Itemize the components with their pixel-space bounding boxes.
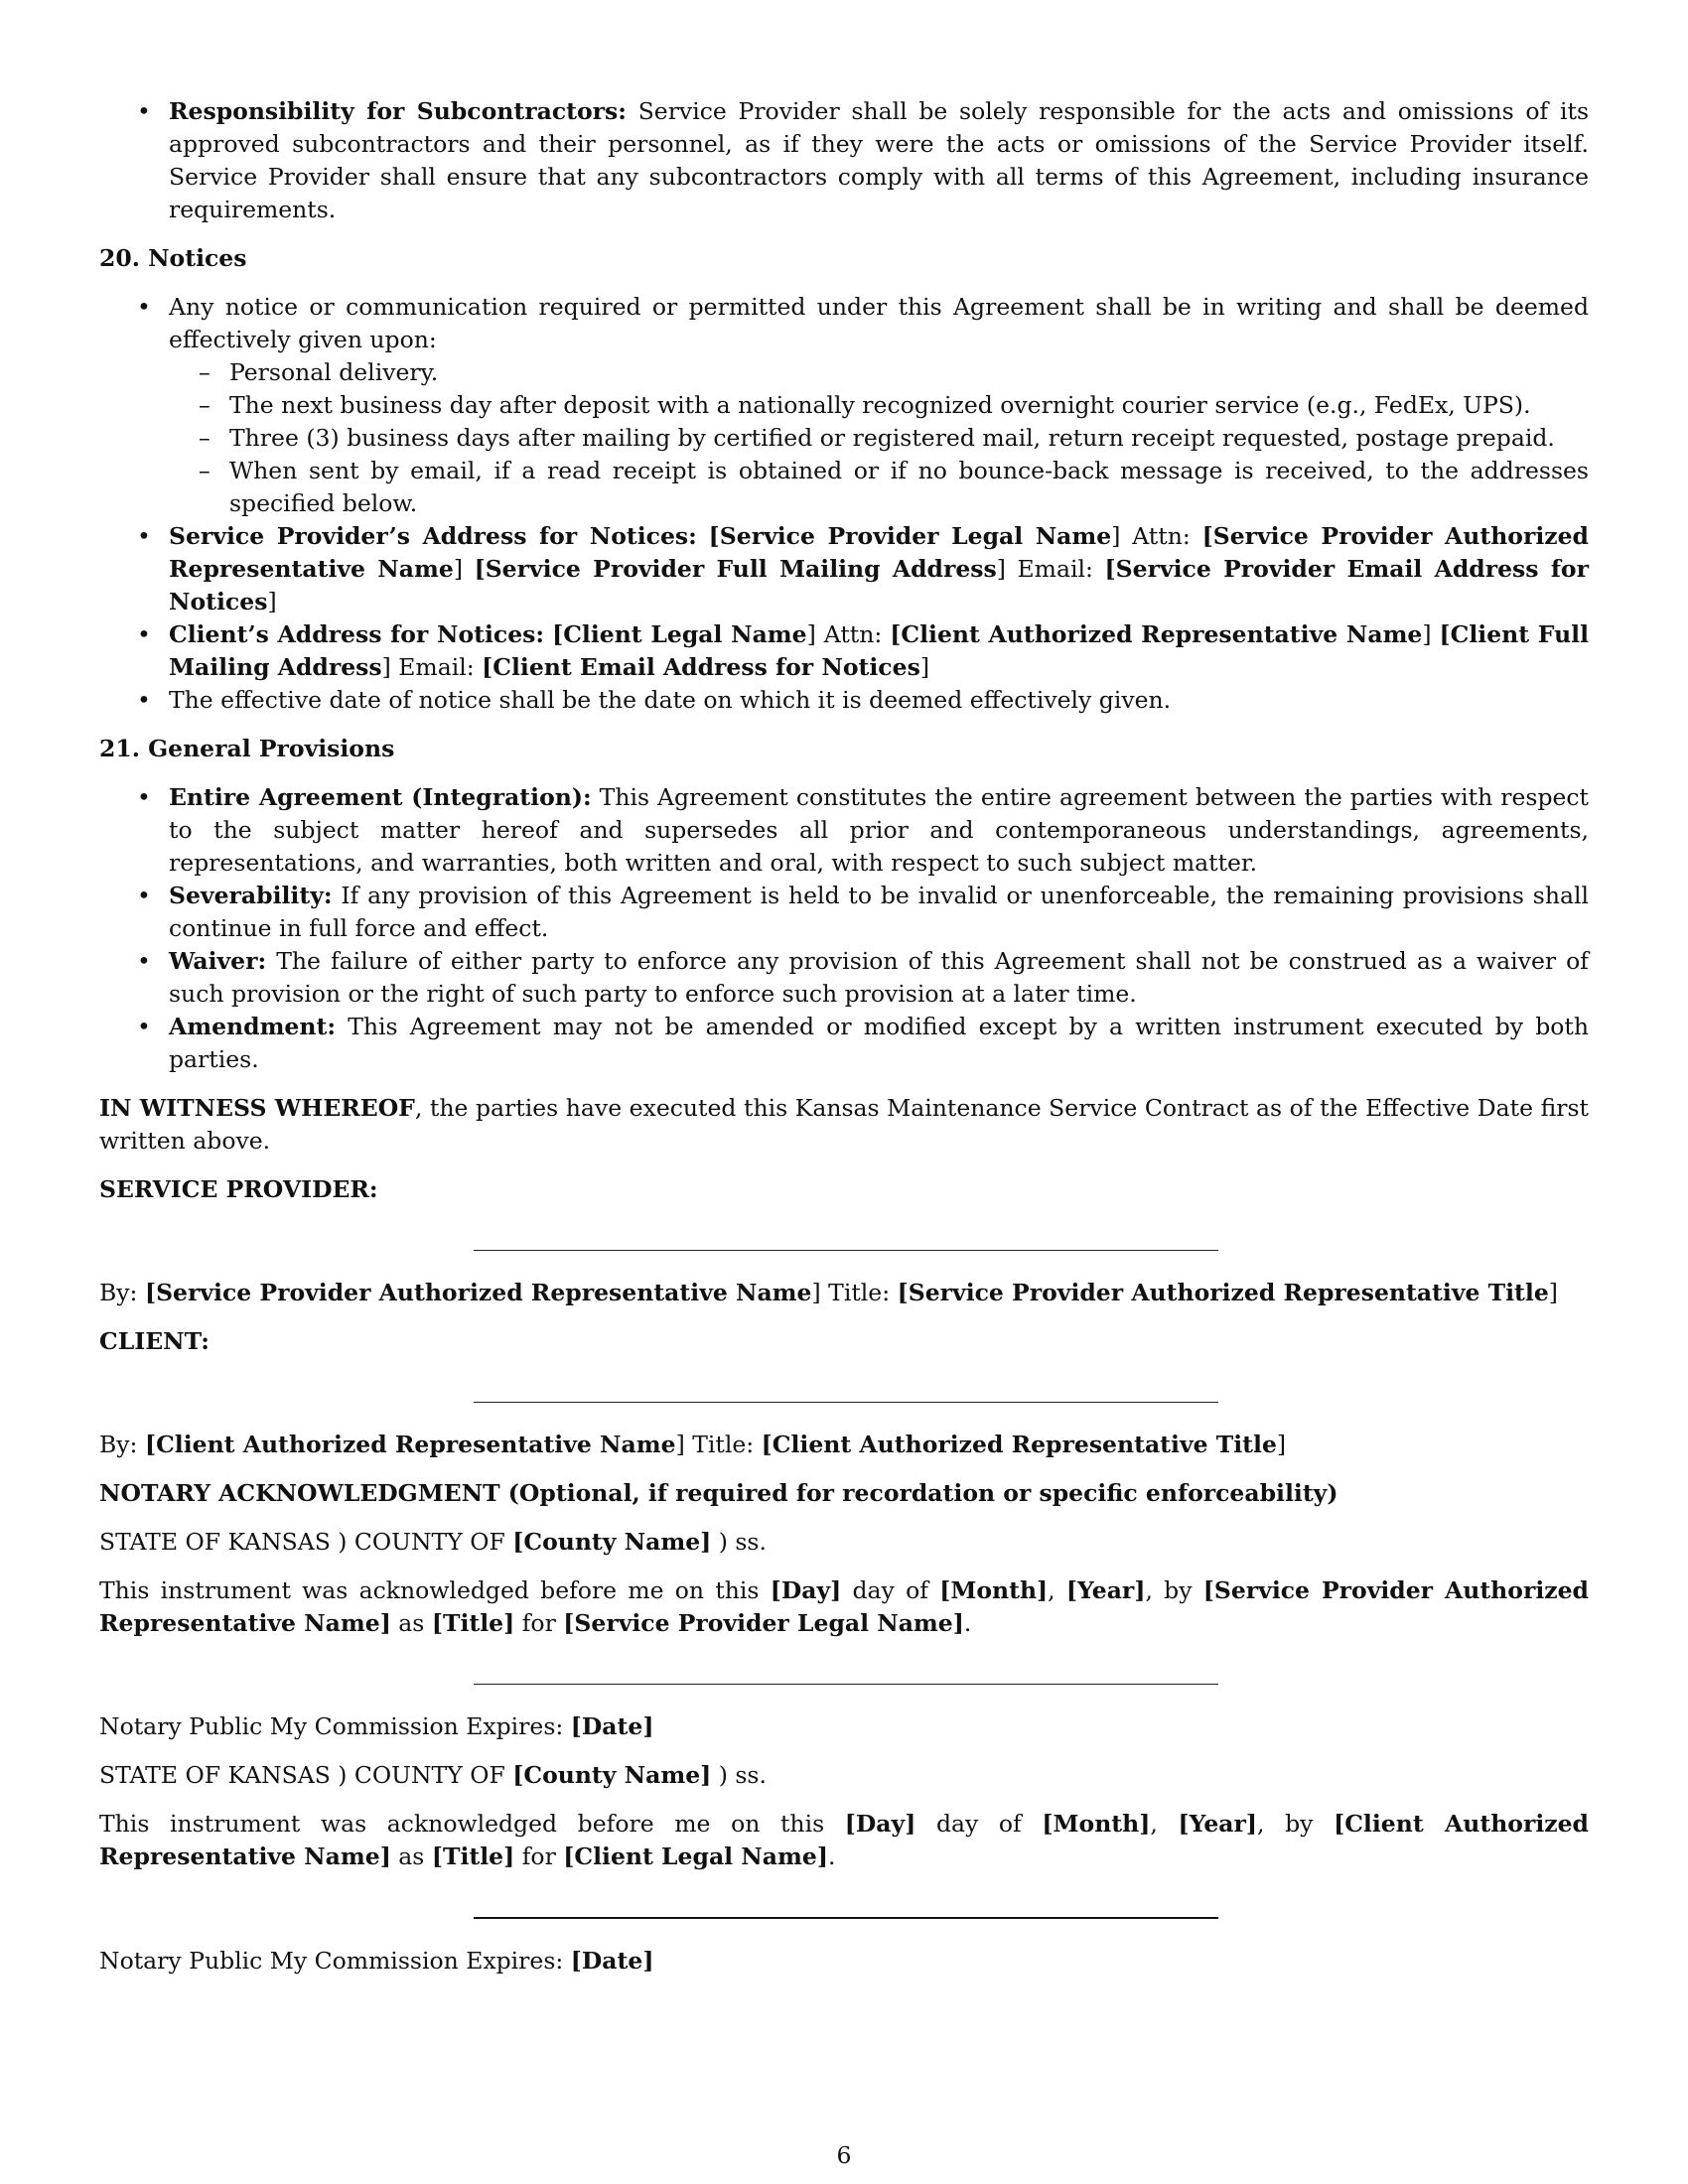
placeholder-field: Client Email Address for Notices: [492, 653, 920, 681]
clause-text: The failure of either party to enforce any provision of this Agreement shall not be construed as a waiver of such provision or the right of such party to enforce such provision at a later time.: [169, 947, 1589, 1008]
state-prefix: STATE OF KANSAS ) COUNTY OF: [99, 1761, 513, 1789]
placeholder-field: Title: [442, 1609, 504, 1637]
notary-signature-line: [474, 1917, 1218, 1919]
list-item: – The next business day after deposit with a nationally recognized overnight courier service (e.g., FedEx, UPS).: [169, 389, 1589, 422]
clause-label: Client’s Address for Notices:: [169, 620, 545, 648]
clause-text: This Agreement may not be amended or modified except by a written instrument executed by both parties.: [169, 1013, 1589, 1073]
placeholder-field: Day: [855, 1810, 906, 1838]
clause-label: Service Provider’s Address for Notices:: [169, 522, 697, 550]
state-county-line: STATE OF KANSAS ) COUNTY OF [County Name] ) ss.: [99, 1528, 767, 1556]
placeholder-field: Service Provider Email Address for Notices: [169, 555, 1589, 615]
page-number: 6: [836, 2141, 852, 2169]
notary-heading: NOTARY ACKNOWLEDGMENT (Optional, if required for recordation or specific enforceability): [99, 1479, 1338, 1507]
placeholder-field: Month: [1053, 1810, 1140, 1838]
title-label: Title:: [692, 1431, 755, 1458]
list-item: • The effective date of notice shall be the date on which it is deemed effectively given.: [99, 684, 1589, 717]
attn-label: Attn:: [1132, 522, 1191, 550]
provider-signature-heading: SERVICE PROVIDER:: [99, 1175, 378, 1203]
placeholder-field: Title: [442, 1843, 504, 1870]
commission-label: Notary Public My Commission Expires:: [99, 1712, 571, 1740]
commission-line: Notary Public My Commission Expires: [Date]: [99, 1947, 654, 1975]
notices-list: [99, 291, 1589, 717]
clause-text: If any provision of this Agreement is held to be invalid or unenforceable, the remaining provisions shall continue in full force and effect.: [169, 882, 1589, 942]
ack-text: as: [390, 1609, 432, 1637]
email-label: Email:: [398, 653, 475, 681]
placeholder-field: Year: [1189, 1810, 1246, 1838]
ack-text: as: [390, 1843, 432, 1870]
section-heading-general: 21. General Provisions: [99, 735, 395, 762]
commission-label: Notary Public My Commission Expires:: [99, 1947, 571, 1975]
placeholder-field: Client Authorized Representative Name: [99, 1810, 1589, 1870]
placeholder-field: County Name: [523, 1528, 701, 1556]
state-prefix: STATE OF KANSAS ) COUNTY OF: [99, 1528, 513, 1556]
client-signature-line: [474, 1402, 1218, 1403]
clause-label: Amendment:: [169, 1013, 336, 1040]
placeholder-field: Client Full Mailing Address: [169, 620, 1590, 681]
placeholder-field: Client Authorized Representative Title: [772, 1431, 1277, 1458]
by-label: By:: [99, 1279, 138, 1306]
commission-line: Notary Public My Commission Expires: [Date]: [99, 1712, 654, 1740]
subcontractor-list: [99, 95, 1589, 226]
ack-text: for: [514, 1843, 564, 1870]
placeholder-field: Client Authorized Representative Name: [901, 620, 1423, 648]
email-label: Email:: [1017, 555, 1093, 583]
ack-text: , by: [1145, 1576, 1203, 1604]
provider-signature-block: By: [Service Provider Authorized Representative Name] Title: [Service Provider Authorized Representative Title]: [99, 1279, 1558, 1306]
document-page: [99, 95, 1589, 1978]
client-signature-block: By: [Client Authorized Representative Name] Title: [Client Authorized Representative Title]: [99, 1431, 1287, 1458]
witness-paragraph: [99, 1092, 1589, 1158]
clause-label: Waiver:: [169, 947, 267, 975]
placeholder-field: Service Provider Full Mailing Address: [485, 555, 997, 583]
placeholder-field: Year: [1077, 1576, 1135, 1604]
placeholder-field: Month: [950, 1576, 1038, 1604]
ack-prefix: This instrument was acknowledged before me on this: [99, 1810, 845, 1838]
section-heading-notices: 20. Notices: [99, 244, 247, 272]
ack-text: day of: [841, 1576, 940, 1604]
clause-label: Entire Agreement (Integration):: [169, 783, 592, 811]
placeholder-field: Service Provider Authorized Representative Name: [156, 1279, 812, 1306]
client-acknowledgment: This instrument was acknowledged before me on this [Day] day of [Month], [Year], by [Client Authorized Representative Name] as [Title] for [Client Legal Name].: [99, 1810, 1589, 1870]
witness-lead: IN WITNESS WHEREOF: [99, 1094, 415, 1122]
placeholder-field: Service Provider Legal Name: [719, 522, 1112, 550]
notices-intro: Any notice or communication required or permitted under this Agreement shall be in writing and shall be deemed effectively given upon:: [169, 293, 1589, 353]
list-item: [99, 1011, 1589, 1076]
list-item: [99, 95, 1589, 226]
list-item: • Client’s Address for Notices: [Client Legal Name] Attn: [Client Authorized Representative Name] [Client Full Mailing Address] Email: [Client Email Address for Notices]: [99, 618, 1589, 684]
placeholder-field: Service Provider Legal Name: [574, 1609, 953, 1637]
ss-text: ) ss.: [711, 1528, 767, 1556]
ack-prefix: This instrument was acknowledged before me on this: [99, 1576, 771, 1604]
provider-signature-line: [474, 1250, 1218, 1251]
ss-text: ) ss.: [711, 1761, 767, 1789]
placeholder-field: Date: [581, 1712, 643, 1740]
ack-text: , by: [1257, 1810, 1335, 1838]
state-county-line: STATE OF KANSAS ) COUNTY OF [County Name] ) ss.: [99, 1761, 767, 1789]
client-signature-heading: CLIENT:: [99, 1327, 210, 1355]
placeholder-field: County Name: [523, 1761, 701, 1789]
list-item: – Three (3) business days after mailing by certified or registered mail, return receipt requested, postage prepaid.: [169, 422, 1589, 455]
general-list: [99, 781, 1589, 1076]
list-item: – Personal delivery.: [169, 356, 1589, 389]
list-item: [99, 291, 1589, 520]
notary-signature-line: [474, 1684, 1218, 1685]
placeholder-field: Client Legal Name: [574, 1843, 817, 1870]
title-label: Title:: [828, 1279, 891, 1306]
placeholder-field: Service Provider Authorized Representative Name: [169, 522, 1589, 583]
by-label: By:: [99, 1431, 138, 1458]
witness-text: , the parties have executed this Kansas Maintenance Service Contract as of the Effective Date first written above.: [99, 1094, 1589, 1155]
placeholder-field: Date: [581, 1947, 643, 1975]
clause-label: Responsibility for Subcontractors:: [169, 97, 627, 125]
placeholder-field: Service Provider Authorized Representative Name: [99, 1576, 1589, 1637]
delivery-methods-list: [169, 356, 1589, 520]
provider-acknowledgment: This instrument was acknowledged before me on this [Day] day of [Month], [Year], by [Service Provider Authorized Representative Name] as [Title] for [Service Provider Legal Name].: [99, 1576, 1589, 1637]
clause-label: Severability:: [169, 882, 333, 909]
list-item: • Service Provider’s Address for Notices: [Service Provider Legal Name] Attn: [Service Provider Authorized Representative Name] [Service Provider Full Mailing Address] Email: [Service Provider Email Address for Notices]: [99, 520, 1589, 618]
attn-label: Attn:: [823, 620, 883, 648]
list-item: [99, 880, 1589, 945]
list-item: [99, 781, 1589, 880]
list-item: – When sent by email, if a read receipt is obtained or if no bounce-back message is received, to the addresses specified below.: [169, 455, 1589, 520]
placeholder-field: Client Authorized Representative Name: [156, 1431, 676, 1458]
clause-text: This Agreement constitutes the entire agreement between the parties with respect to the subject matter hereof and supersedes all prior and contemporaneous understandings, agreements, representations, and warranties, both written and oral, with respect to such subject matter.: [169, 783, 1590, 877]
ack-text: day of: [915, 1810, 1043, 1838]
clause-text: Service Provider shall be solely responsible for the acts and omissions of its approved subcontractors and their personnel, as if they were the acts or omissions of the Service Provider itself. Service Provider shall ensure that any subcontractors comply with all terms of this Agreement, including insurance requirements.: [169, 97, 1589, 223]
placeholder-field: Day: [780, 1576, 831, 1604]
ack-text: for: [514, 1609, 564, 1637]
placeholder-field: Service Provider Authorized Representative Title: [908, 1279, 1549, 1306]
placeholder-field: Client Legal Name: [563, 620, 807, 648]
list-item: [99, 945, 1589, 1011]
